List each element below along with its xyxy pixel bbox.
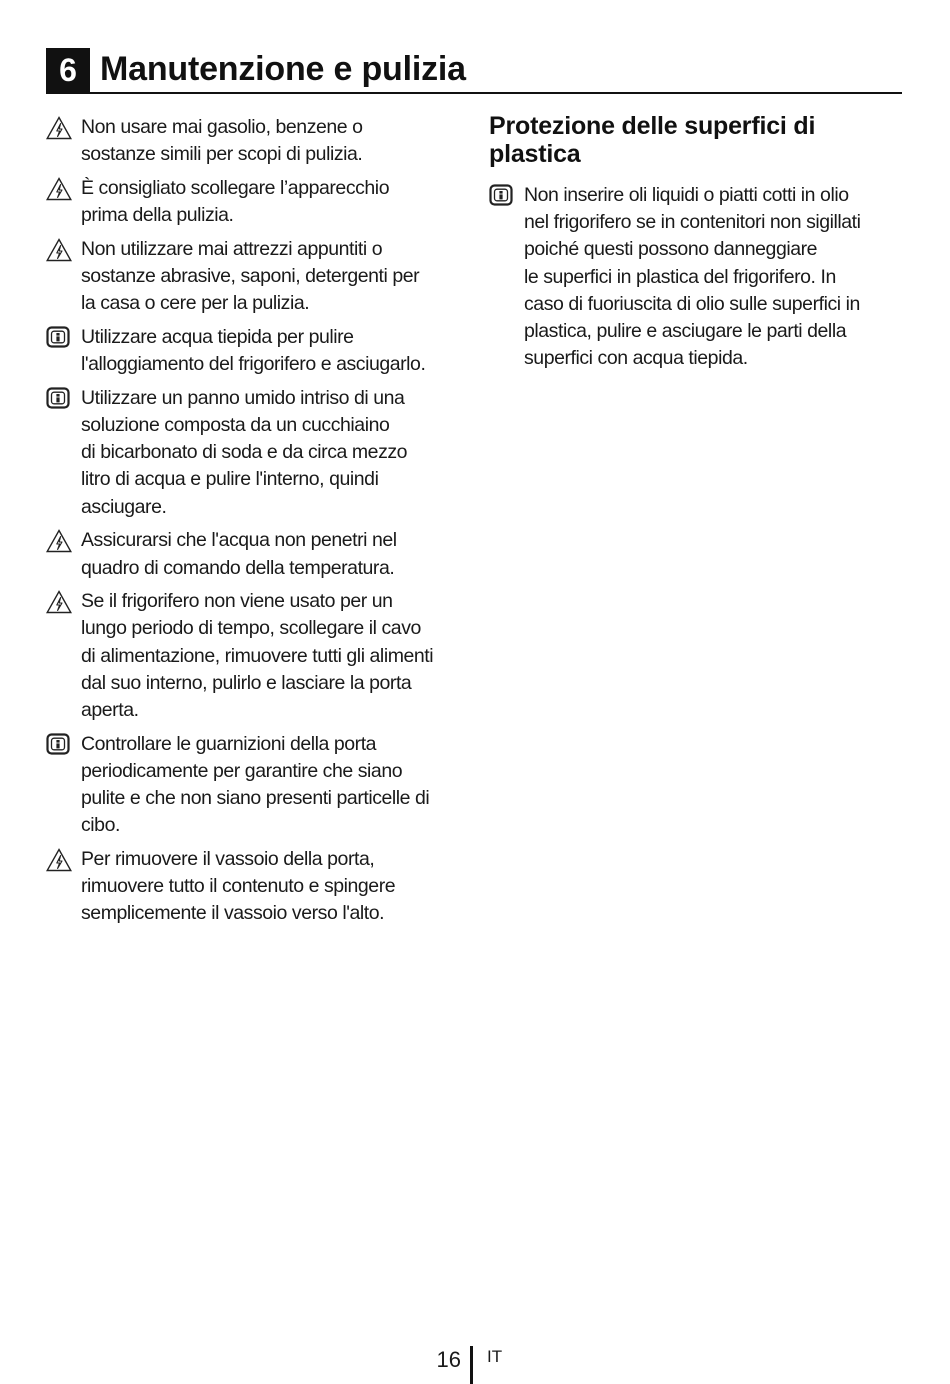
list-item [46,846,466,928]
item-text: Per rimuovere il vassoio della porta, rimuovere tutto il contenuto e spingere semplicemente il vassoio verso l'alto. [81,848,396,925]
page-footer [0,1344,950,1384]
list-item [46,385,466,521]
item-text: Non inserire oli liquidi o piatti cotti in olio nel frigorifero se in contenitori non sigillati poiché questi possono danneggiare le superfici in plastica del frigorifero. In caso di fuoriuscita di olio sulle superfici in plastica, pulire e asciugare le parti della superfici con acqua tiepida. [524,184,861,370]
item-text: È consigliato scollegare l’apparecchio prima della pulizia. [81,176,390,227]
warning-icon [46,116,72,140]
item-text: Non utilizzare mai attrezzi appuntiti o sostanze abrasive, saponi, detergenti per la casa o cere per la pulizia. [81,237,420,315]
list-item [46,324,466,378]
section-title: Protezione delle superfici di plastica [489,112,816,168]
right-items [489,182,899,372]
footer-divider [470,1346,473,1384]
list-item [46,236,466,318]
warning-icon [46,529,72,553]
item-text: Se il frigorifero non viene usato per un lungo periodo di tempo, scollegare il cavo di alimentazione, rimuovere tutti gli alimenti dal suo interno, pulirlo e lasciare la porta aperta. [81,590,434,722]
info-icon [489,184,515,208]
item-text: Utilizzare un panno umido intriso di una soluzione composta da un cucchiaino di bicarbonato di soda e da circa mezzo litro di acqua e pulire l'interno, quindi asciugare. [81,386,408,518]
info-icon [46,326,72,350]
item-text: Controllare le guarnizioni della porta periodicamente per garantire che siano pulite e che non siano presenti particelle di cibo. [81,732,430,837]
warning-icon [46,177,72,201]
list-item [46,175,466,229]
warning-icon [46,238,72,262]
list-item [46,527,466,581]
list-item [46,114,466,168]
chapter-title: Manutenzione e pulizia [100,50,466,88]
item-text: Non usare mai gasolio, benzene o sostanze simili per scopi di pulizia. [81,116,363,166]
warning-icon [46,848,72,872]
item-text: Utilizzare acqua tiepida per pulire l'alloggiamento del frigorifero e asciugarlo. [81,325,426,376]
item-text: Assicurarsi che l'acqua non penetri nel quadro di comando della temperatura. [81,529,397,579]
info-icon [46,387,72,411]
left-column [46,114,466,934]
right-column [489,112,899,379]
language-code: IT [487,1347,503,1366]
list-item [46,588,466,724]
warning-icon [46,590,72,614]
info-icon [46,733,72,757]
list-item [46,731,466,840]
chapter-number: 6 [46,48,90,92]
page-number: 16 [436,1347,461,1372]
chapter-header [46,46,902,94]
list-item [489,182,899,372]
